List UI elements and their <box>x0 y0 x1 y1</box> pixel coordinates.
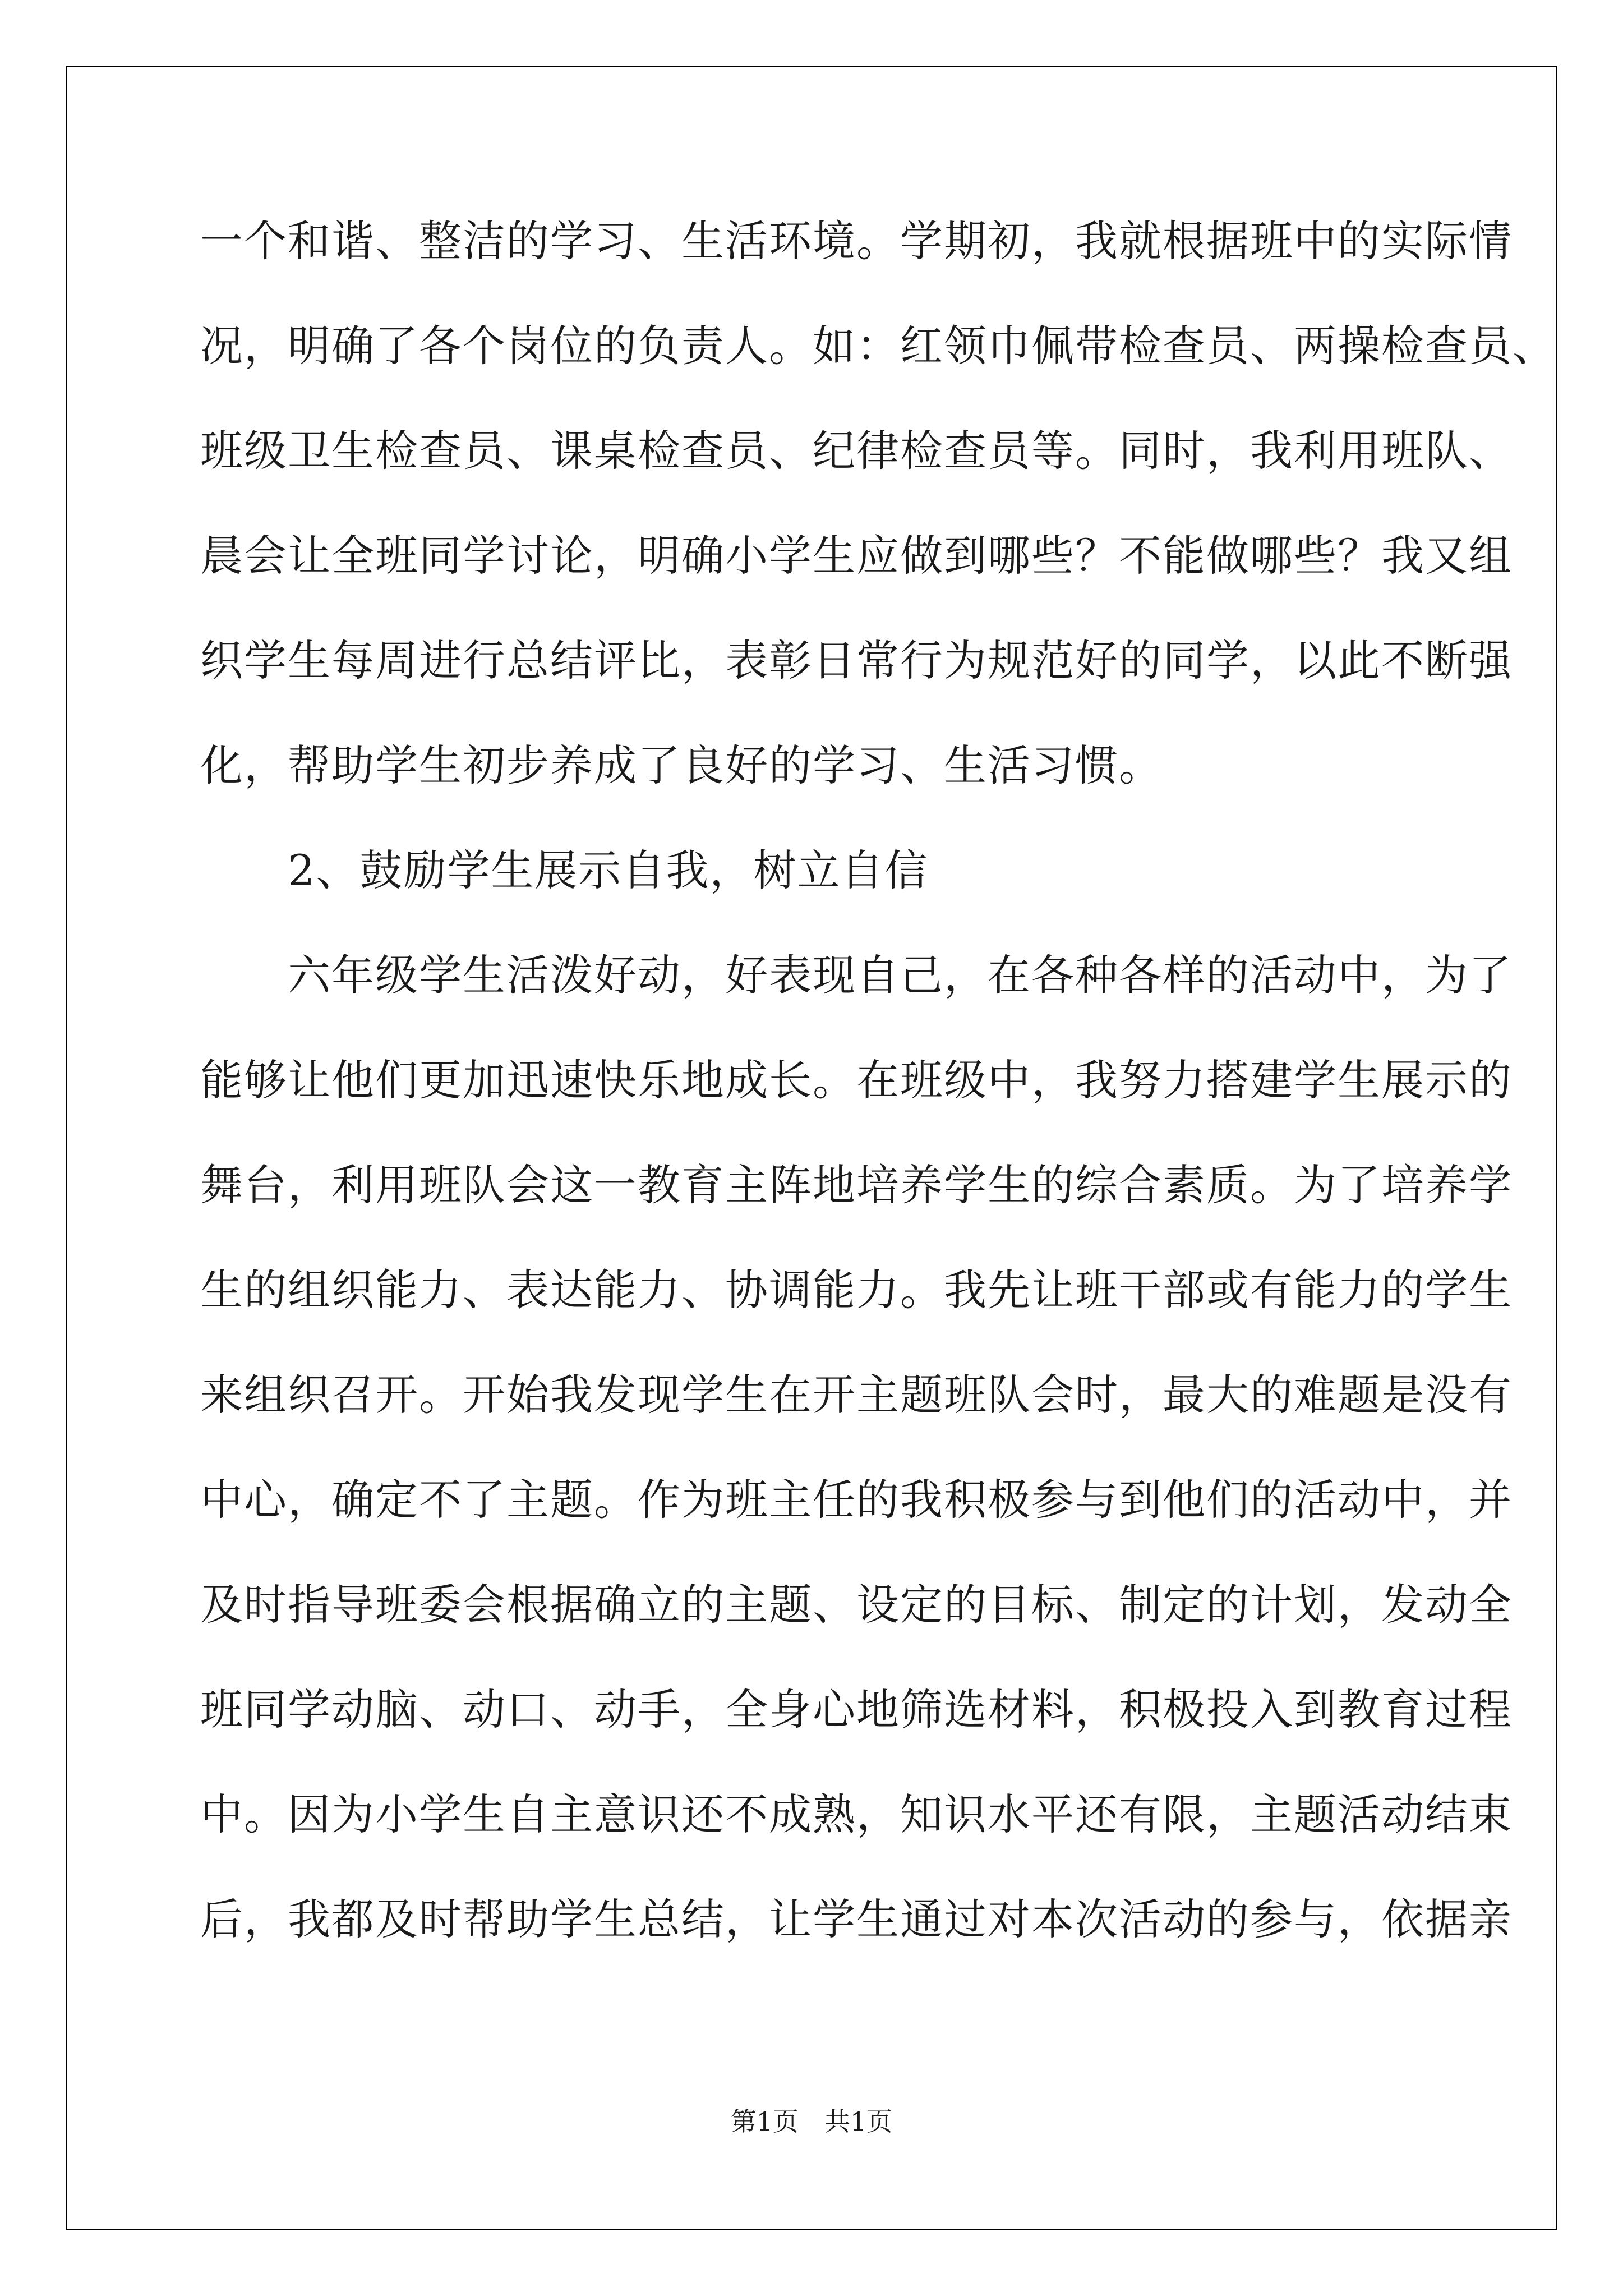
text-line: 况，明确了各个岗位的负责人。如：红领巾佩带检查员、两操检查员、 <box>200 321 1556 371</box>
text-line: 及时指导班委会根据确立的主题、设定的目标、制定的计划，发动全 <box>200 1580 1513 1630</box>
page-number-footer: 第1页 共1页 <box>730 2106 893 2137</box>
text-line: 晨会让全班同学讨论，明确小学生应做到哪些？不能做哪些？我又组 <box>200 531 1513 581</box>
text-line: 织学生每周进行总结评比，表彰日常行为规范好的同学，以此不断强 <box>200 636 1513 685</box>
text-line: 来组织召开。开始我发现学生在开主题班队会时，最大的难题是没有 <box>200 1370 1513 1420</box>
text-line: 一个和谐、整洁的学习、生活环境。学期初，我就根据班中的实际情 <box>200 216 1513 266</box>
text-line: 六年级学生活泼好动，好表现自己，在各种各样的活动中，为了 <box>200 950 1513 1000</box>
text-line: 班级卫生检查员、课桌检查员、纪律检查员等。同时，我利用班队、 <box>200 426 1513 476</box>
section-heading: 2、鼓励学生展示自我，树立自信 <box>200 845 929 895</box>
text-line: 班同学动脑、动口、动手，全身心地筛选材料，积极投入到教育过程 <box>200 1685 1513 1734</box>
text-line: 后，我都及时帮助学生总结，让学生通过对本次活动的参与，依据亲 <box>200 1894 1513 1944</box>
text-line: 中。因为小学生自主意识还不成熟，知识水平还有限，主题活动结束 <box>200 1789 1513 1839</box>
text-line: 生的组织能力、表达能力、协调能力。我先让班干部或有能力的学生 <box>200 1265 1513 1315</box>
text-line: 中心，确定不了主题。作为班主任的我积极参与到他们的活动中，并 <box>200 1475 1513 1525</box>
text-line: 能够让他们更加迅速快乐地成长。在班级中，我努力搭建学生展示的 <box>200 1055 1513 1105</box>
text-line: 化，帮助学生初步养成了良好的学习、生活习惯。 <box>200 740 1163 790</box>
text-line: 舞台，利用班队会这一教育主阵地培养学生的综合素质。为了培养学 <box>200 1160 1513 1210</box>
